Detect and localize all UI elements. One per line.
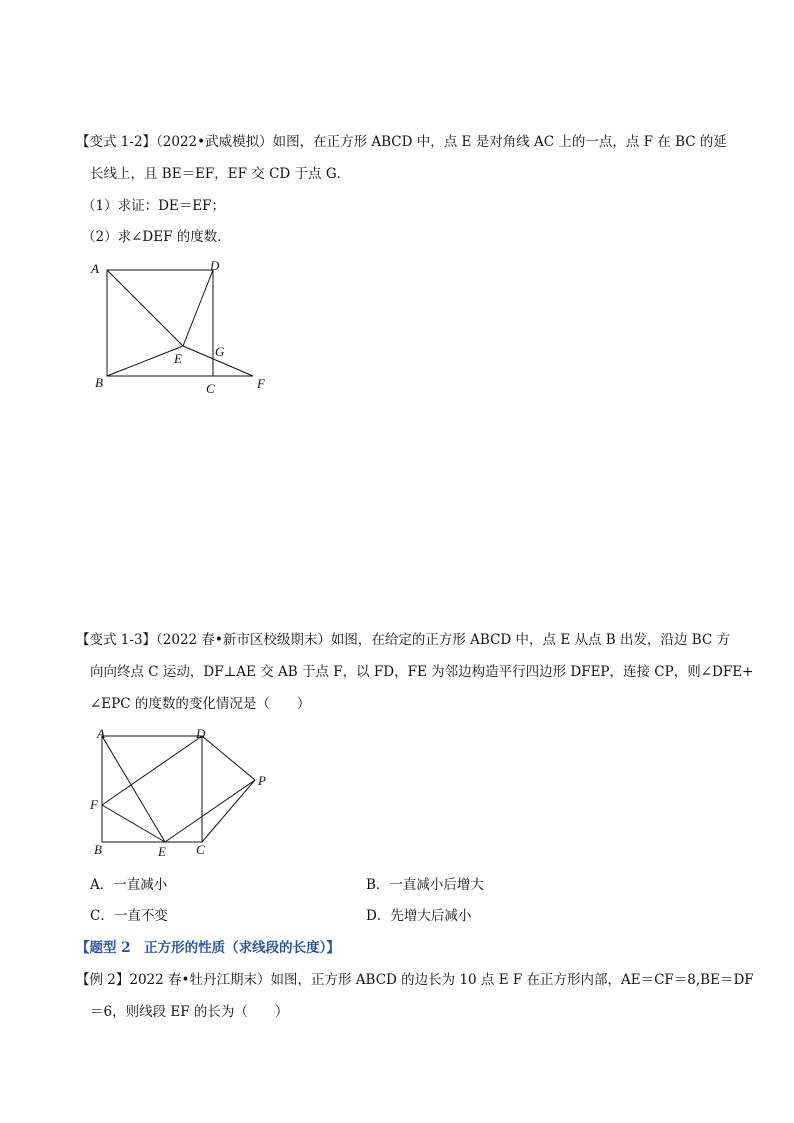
label-c: C	[196, 842, 205, 857]
label-p: P	[258, 773, 266, 788]
segment-be	[107, 346, 183, 376]
problem-1-line-2: 长线上，且 BE＝EF，EF 交 CD 于点 G．	[90, 166, 351, 182]
segment-fe	[102, 805, 165, 842]
problem-1-question-1: （1）求证：DE＝EF；	[82, 198, 225, 214]
problem-1-line-1: 【变式 1-2】（2022•武威模拟）如图，在正方形 ABCD 中，点 E 是对角线 AC 上的一点，点 F 在 BC 的延	[76, 134, 727, 150]
label-e: E	[174, 351, 182, 366]
segment-de	[183, 270, 213, 346]
section-heading: 【题型 2 正方形的性质（求线段的长度）】	[76, 940, 340, 956]
label-a: A	[97, 726, 105, 741]
diagonal-ae	[107, 270, 183, 346]
problem-1-question-2: （2）求∠DEF 的度数．	[82, 229, 231, 245]
problem-2-line-3: ∠EPC 的度数的变化情况是（ ）	[90, 696, 311, 712]
problem-2-figure	[85, 722, 275, 862]
problem-2-line-1: 【变式 1-3】（2022 春•新市区校级期末）如图，在给定的正方形 ABCD 中，点 E 从点 B 出发，沿边 BC 方	[76, 632, 731, 648]
example-2-line-1: 【例 2】2022 春•牡丹江期末）如图，正方形 ABCD 的边长为 10 点 E F 在正方形内部，AE＝CF＝8,BE＝DF	[76, 972, 754, 988]
problem-1-figure	[85, 255, 285, 400]
label-f: F	[90, 797, 98, 812]
example-2-line-2: ＝6，则线段 EF 的长为（ ）	[90, 1004, 289, 1020]
label-b: B	[94, 842, 102, 857]
option-c: C．一直不变	[90, 908, 168, 924]
problem-2-line-2: 向向终点 C 运动，DF⊥AE 交 AB 于点 F，以 FD，FE 为邻边构造平行四边形 DFEP，连接 CP，则∠DFE+	[90, 664, 754, 680]
label-a: A	[91, 261, 99, 276]
label-b: B	[95, 375, 103, 390]
label-g: G	[215, 344, 225, 359]
segment-fd	[102, 736, 202, 805]
label-d: D	[210, 258, 220, 273]
label-c: C	[206, 381, 215, 396]
option-a: A．一直减小	[90, 877, 168, 893]
segment-dp	[202, 736, 255, 780]
label-f: F	[257, 376, 265, 391]
option-b: B．一直减小后增大	[366, 877, 484, 893]
label-d: D	[196, 726, 206, 741]
label-e: E	[158, 844, 166, 859]
square-abcd	[102, 736, 202, 842]
segment-ae	[102, 736, 165, 842]
option-d: D．先增大后减小	[366, 908, 472, 924]
